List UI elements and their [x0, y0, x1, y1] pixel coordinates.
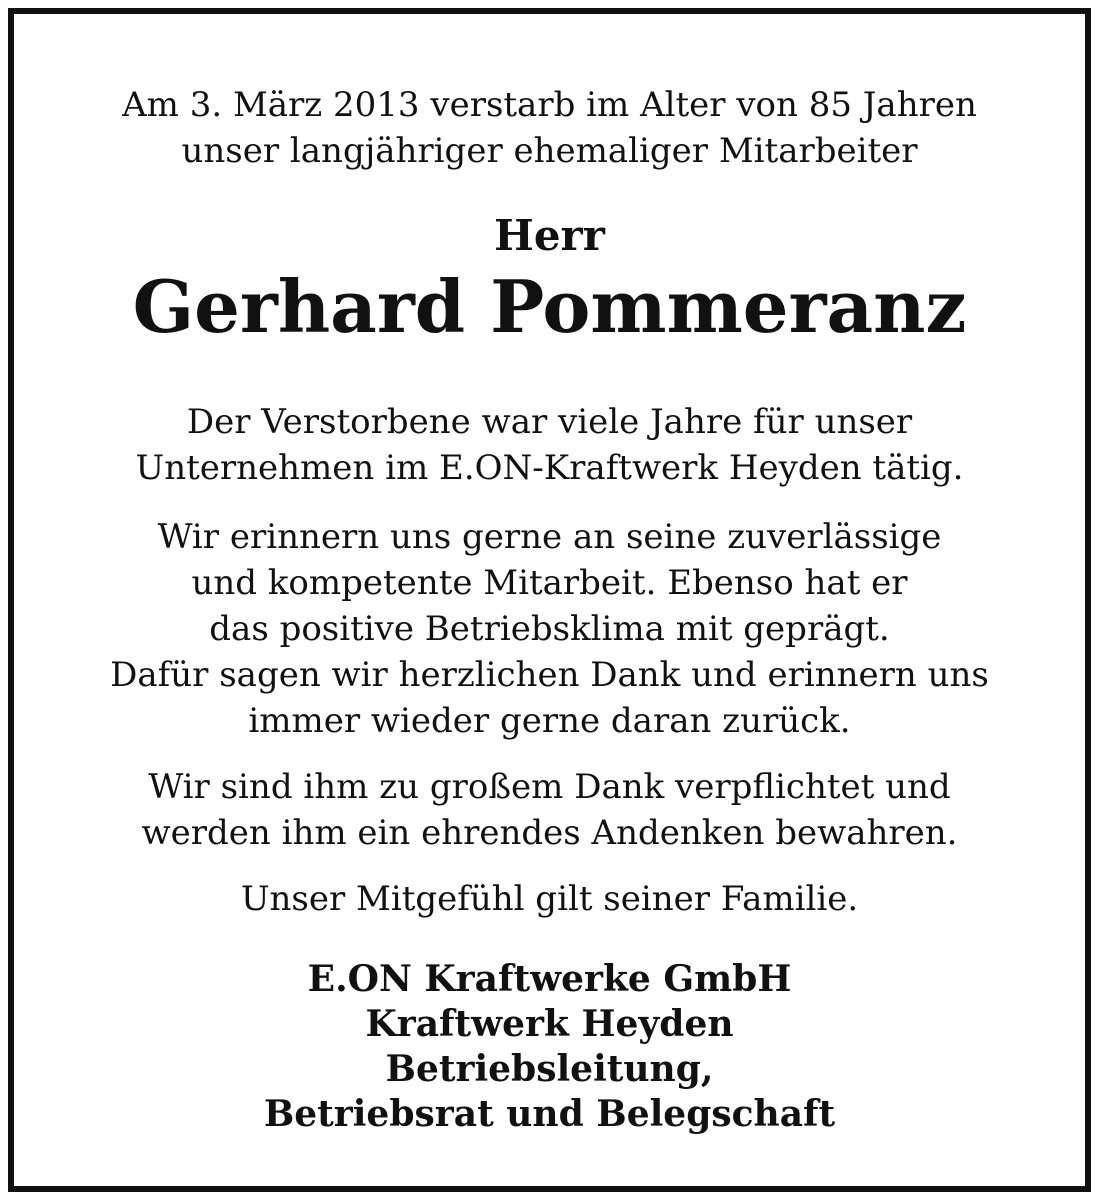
paragraph-employment — [14, 399, 1085, 491]
paragraph-line: und kompetente Mitarbeit. Ebenso hat er — [191, 563, 908, 603]
signature-company: E.ON Kraftwerke GmbH — [307, 958, 792, 1000]
paragraph-line: Wir erinnern uns gerne an seine zuverlässige — [157, 517, 942, 557]
paragraph-remembrance — [14, 514, 1085, 744]
paragraph-line: Wir sind ihm zu großem Dank verpflichtet und — [148, 767, 951, 807]
paragraph-line: Dafür sagen wir herzlichen Dank und erinnern uns — [110, 655, 989, 695]
deceased-name: Gerhard Pommeranz — [132, 264, 967, 349]
obituary-notice — [8, 8, 1091, 1192]
paragraph-line: Unser Mitgefühl gilt seiner Familie. — [240, 879, 859, 919]
signature-plant: Kraftwerk Heyden — [365, 1003, 734, 1045]
paragraph-line: immer wieder gerne daran zurück. — [248, 701, 851, 741]
paragraph-sympathy — [14, 876, 1085, 922]
intro-line: Am 3. März 2013 verstarb im Alter von 85 Jahren — [122, 85, 977, 125]
paragraph-line: das positive Betriebsklima mit geprägt. — [209, 609, 890, 649]
intro-text — [14, 82, 1085, 174]
salutation: Herr — [494, 211, 605, 260]
signature-staff: Betriebsrat und Belegschaft — [263, 1093, 836, 1135]
paragraph-line: werden ihm ein ehrendes Andenken bewahren. — [141, 813, 958, 853]
paragraph-gratitude — [14, 764, 1085, 856]
paragraph-line: Unternehmen im E.ON-Kraftwerk Heyden tätig. — [135, 448, 964, 488]
signature-block — [14, 957, 1085, 1137]
intro-line: unser langjähriger ehemaliger Mitarbeiter — [181, 131, 918, 171]
paragraph-line: Der Verstorbene war viele Jahre für unser — [186, 402, 913, 442]
signature-management: Betriebsleitung, — [385, 1048, 714, 1090]
